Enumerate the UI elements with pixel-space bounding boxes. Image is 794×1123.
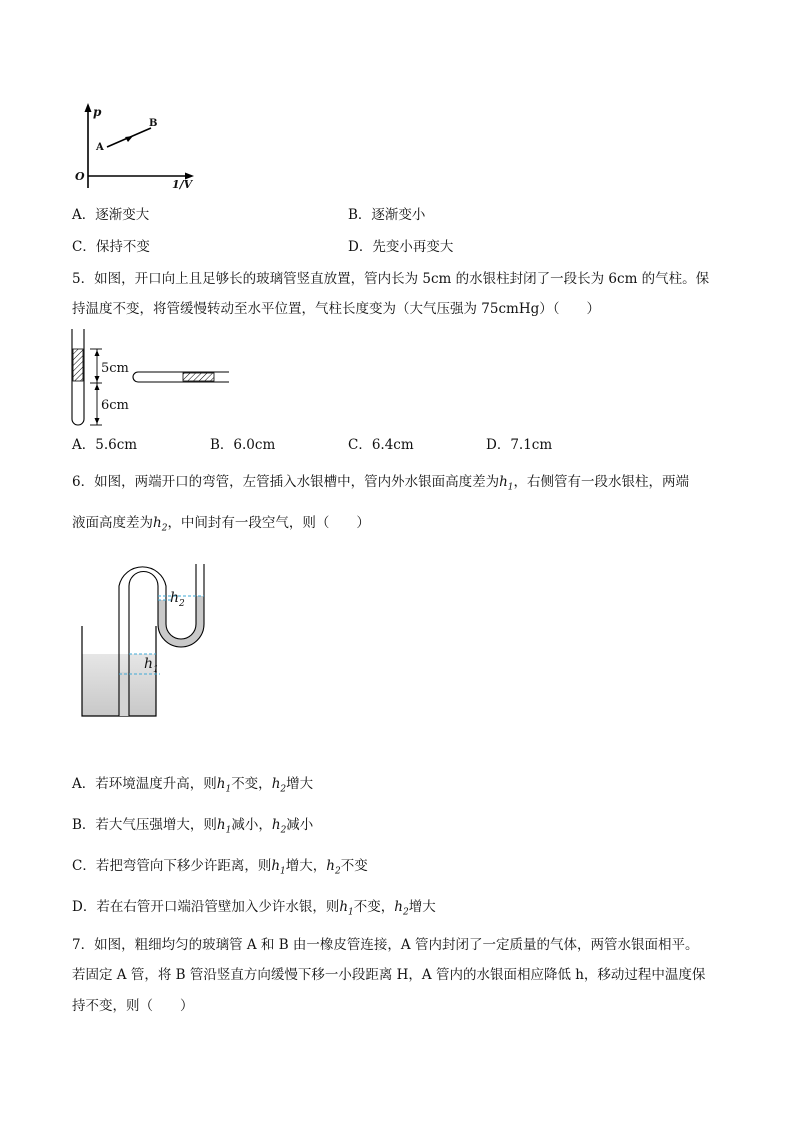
q6-option-a-h2-sub: 2: [280, 784, 287, 795]
q6-option-c-text2: 增大，: [285, 858, 327, 874]
q5-option-c[interactable]: C．6.4cm: [348, 437, 414, 453]
q4-option-a[interactable]: A．逐渐变大: [72, 207, 150, 223]
q6-bent-tube-figure: [76, 556, 226, 722]
v-axis-label: 1/V: [172, 178, 193, 191]
p-axis-label: p: [93, 105, 102, 119]
q6-fig-h2-label: [170, 589, 185, 613]
q5-option-d[interactable]: D．7.1cm: [486, 437, 553, 453]
q6-option-a-h1-sub: 1: [225, 784, 232, 795]
q6-option-c-text1: C．若把弯管向下移少许距离，则: [72, 858, 272, 874]
q7-stem-line1: 7．如图，粗细均匀的玻璃管 A 和 B 由一橡皮管连接，A 管内封闭了一定质量的气体，两管水银面相平。: [72, 937, 699, 953]
q6-option-b-text3: 减小: [286, 817, 314, 833]
q6-option-a-text3: 增大: [286, 776, 314, 792]
q5-6cm-label: 6cm: [101, 398, 129, 413]
q6-fig-h2-sub: 2: [179, 598, 185, 609]
q6-stem-line2: [72, 514, 370, 538]
q6-option-a-h2: [271, 776, 287, 795]
q6-option-c-h1-letter: h: [271, 858, 281, 874]
q6-option-c-h1: [271, 858, 286, 877]
q6-option-a-h1: [216, 776, 232, 795]
q6-stem-line1: [72, 473, 689, 497]
q6-fig-h1-letter: h: [144, 656, 154, 672]
q6-option-c-text3: 不变: [340, 858, 368, 874]
q6-option-d-text2: 不变，: [353, 899, 395, 915]
q6-h1-letter: h: [499, 474, 508, 490]
q6-option-b-h2: [271, 817, 287, 836]
q6-option-d-h1-sub: 1: [348, 907, 354, 918]
q6-option-b-text1: B．若大气压强增大，则: [72, 817, 217, 833]
q4-option-b[interactable]: B．逐渐变小: [348, 207, 426, 223]
q6-option-b-text2: 减小，: [231, 817, 272, 833]
q5-stem-line1: 5．如图，开口向上且足够长的玻璃管竖直放置，管内长为 5cm 的水银柱封闭了一段长为 6cm 的气柱。保: [72, 271, 710, 287]
q6-option-d[interactable]: [72, 898, 436, 922]
q6-stem-line1-a: 6．如图，两端开口的弯管，左管插入水银槽中，管内外水银面高度差为: [72, 474, 500, 490]
q6-option-b[interactable]: [72, 816, 313, 840]
q7-stem-line3: 持不变，则（ ）: [72, 998, 194, 1014]
q5-option-a[interactable]: A．5.6cm: [72, 437, 138, 453]
q6-h1-symbol: [499, 474, 514, 493]
point-b-label: B: [149, 118, 158, 129]
q6-option-d-text1: D．若在右管开口端沿管壁加入少许水银，则: [72, 899, 340, 915]
q6-stem-line2-b: ，中间封有一段空气，则（ ）: [167, 515, 370, 531]
q6-fig-h2-letter: h: [170, 590, 180, 606]
q6-option-a[interactable]: [72, 775, 313, 799]
q6-option-d-h2-sub: 2: [402, 907, 409, 918]
q6-option-c-h2-letter: h: [326, 858, 335, 874]
q6-option-b-h2-sub: 2: [280, 825, 287, 836]
q6-option-d-h1: [339, 899, 354, 918]
q6-option-d-h2: [394, 899, 409, 918]
q5-option-b[interactable]: B．6.0cm: [210, 437, 276, 453]
point-a-label: A: [96, 142, 104, 153]
q6-stem-line1-b: ，右侧管有一段水银柱，两端: [513, 474, 690, 490]
q6-option-c[interactable]: [72, 857, 368, 881]
q5-tube-figure: [66, 327, 236, 427]
q6-option-b-h1: [216, 817, 232, 836]
q6-option-a-text1: A．若环境温度升高，则: [72, 776, 217, 792]
q7-stem-line2: 若固定 A 管，将 B 管沿竖直方向缓慢下移一小段距离 H，A 管内的水银面相应降低 h，移动过程中温度保: [72, 967, 706, 983]
q6-option-c-h2-sub: 2: [334, 866, 341, 877]
q6-option-d-text3: 增大: [408, 899, 436, 915]
q6-option-a-text2: 不变，: [231, 776, 272, 792]
origin-label: O: [75, 170, 85, 183]
q4-option-d[interactable]: D．先变小再变大: [348, 239, 454, 255]
q6-option-d-h2-letter: h: [394, 899, 403, 915]
q6-h2-symbol: [153, 515, 168, 534]
q5-5cm-label: 5cm: [101, 361, 129, 376]
q6-option-c-h2: [326, 858, 341, 877]
q6-stem-line2-a: 液面高度差为: [72, 515, 153, 531]
q6-h2-letter: h: [153, 515, 162, 531]
q6-option-a-h2-letter: h: [271, 776, 281, 792]
q6-option-d-h1-letter: h: [339, 899, 349, 915]
q6-fig-h1-sub: 1: [153, 664, 159, 675]
q4-option-c[interactable]: C．保持不变: [72, 239, 150, 255]
q6-fig-h1-label: [144, 655, 159, 679]
q6-option-b-h2-letter: h: [271, 817, 281, 833]
q5-stem-line2: 持温度不变，将管缓慢转动至水平位置，气柱长度变为（大气压强为 75cmHg）（ ）: [72, 301, 600, 317]
q6-h1-sub: 1: [507, 482, 514, 493]
q6-option-b-h1-sub: 1: [225, 825, 232, 836]
q6-option-a-h1-letter: h: [216, 776, 226, 792]
q6-option-b-h1-letter: h: [216, 817, 226, 833]
q6-option-c-h1-sub: 1: [280, 866, 286, 877]
q6-h2-sub: 2: [161, 523, 168, 534]
